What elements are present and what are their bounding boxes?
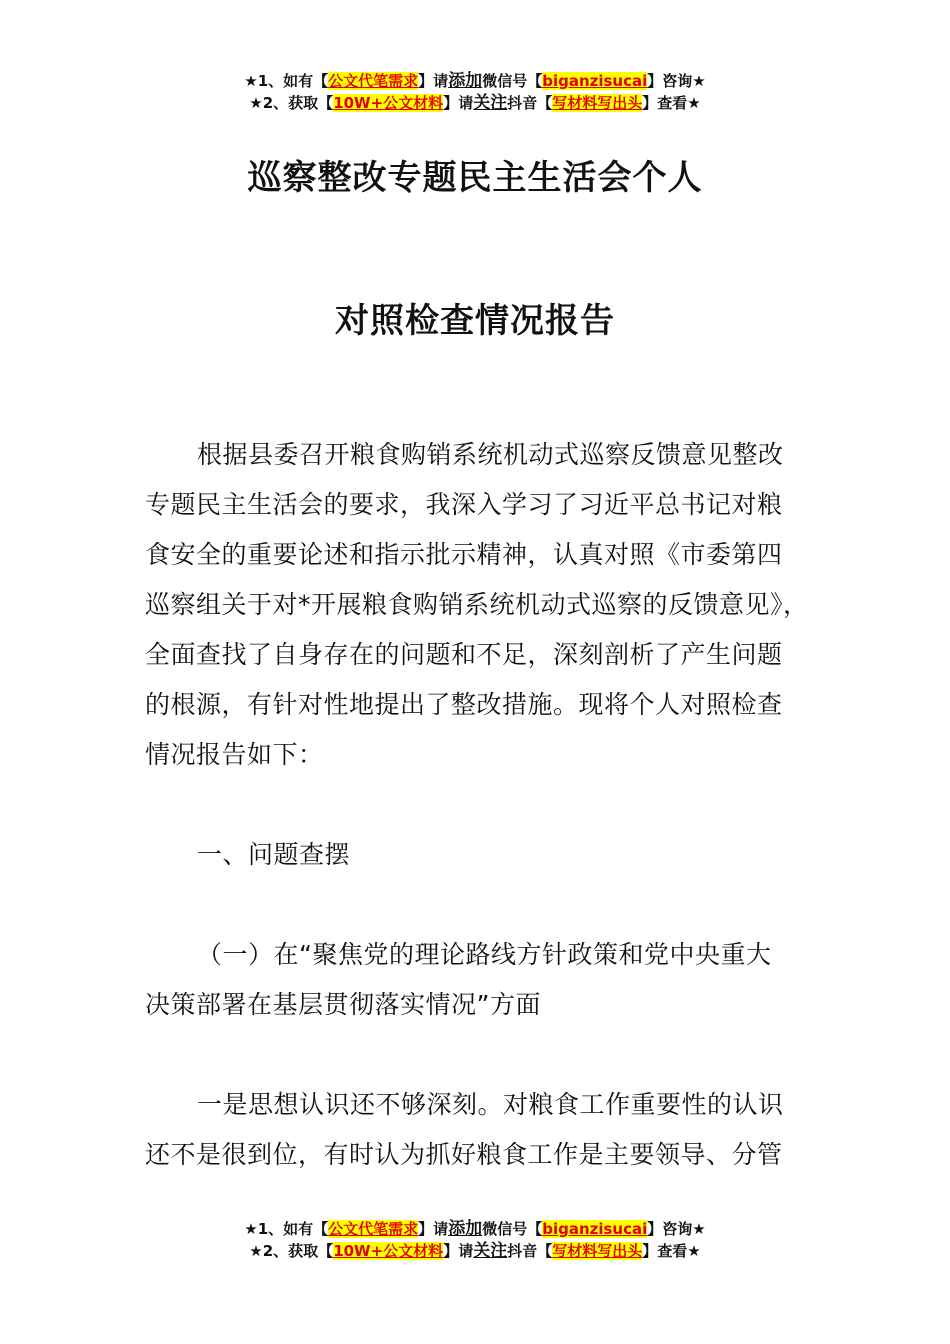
point-line: 还不是很到位，有时认为抓好粮食工作是主要领导、分管 xyxy=(145,1140,783,1169)
subsection-line: 决策部署在基层贯彻落实情况”方面 xyxy=(145,990,541,1019)
doc-title-line-1: 巡察整改专题民主生活会个人 xyxy=(247,158,703,198)
intro-line: 巡察组关于对*开展粮食购销系统机动式巡察的反馈意见》， xyxy=(145,590,809,619)
intro-line: 全面查找了自身存在的问题和不足，深刻剖析了产生问题 xyxy=(145,640,783,669)
intro-line: 食安全的重要论述和指示批示精神，认真对照《市委第四 xyxy=(145,540,783,569)
header-banner-top xyxy=(0,70,950,114)
point-paragraph xyxy=(145,1080,835,1180)
intro-paragraph xyxy=(145,430,835,780)
header-banner-bottom xyxy=(0,1218,950,1262)
highlight-wechat-id: biganzisucai xyxy=(542,1220,648,1238)
subsection-line: （一）在“聚焦党的理论路线方针政策和党中央重大 xyxy=(197,940,772,969)
section-heading-text: 一、问题查摆 xyxy=(197,840,351,869)
footer-line-2: ★2、获取【10W+公文材料】请关注抖音【写材料写出头】查看★ xyxy=(249,1241,701,1261)
highlight-service: 公文代笔需求 xyxy=(328,72,419,90)
intro-line: 专题民主生活会的要求，我深入学习了习近平总书记对粮 xyxy=(145,490,783,519)
header-line-1: ★1、如有【公文代笔需求】请添加微信号【biganzisucai】咨询★ xyxy=(244,71,706,91)
intro-line: 的根源，有针对性地提出了整改措施。现将个人对照检查 xyxy=(145,690,783,719)
highlight-douyin: 写材料写出头 xyxy=(552,1242,643,1260)
point-line: 一是思想认识还不够深刻。对粮食工作重要性的认识 xyxy=(197,1090,784,1119)
intro-line: 情况报告如下： xyxy=(145,740,324,769)
subsection-heading xyxy=(145,930,835,1030)
highlight-service: 公文代笔需求 xyxy=(328,1220,419,1238)
doc-title-line-2: 对照检查情况报告 xyxy=(335,301,615,341)
intro-line: 根据县委召开粮食购销系统机动式巡察反馈意见整改 xyxy=(197,440,784,469)
footer-line-1: ★1、如有【公文代笔需求】请添加微信号【biganzisucai】咨询★ xyxy=(244,1219,706,1239)
highlight-wechat-id: biganzisucai xyxy=(542,72,648,90)
highlight-materials: 10W+公文材料 xyxy=(333,94,444,112)
highlight-materials: 10W+公文材料 xyxy=(333,1242,444,1260)
highlight-douyin: 写材料写出头 xyxy=(552,94,643,112)
header-line-2: ★2、获取【10W+公文材料】请关注抖音【写材料写出头】查看★ xyxy=(249,93,701,113)
section-heading xyxy=(145,830,835,880)
